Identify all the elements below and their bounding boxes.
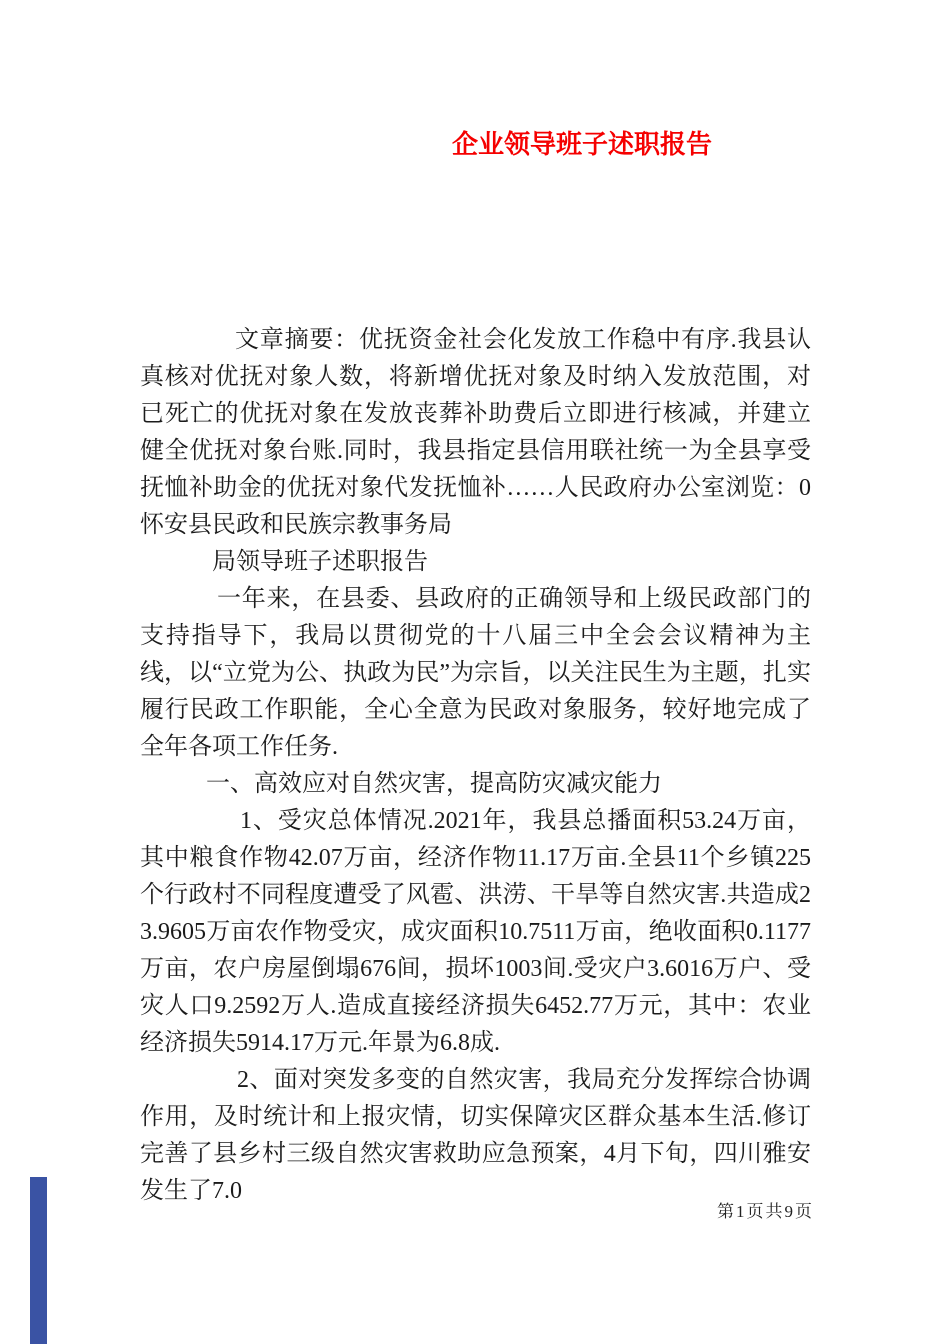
paragraph-disaster-overview: 1、受灾总体情况.2021年，我县总播面积53.24万亩，其中粮食作物42.07万亩，经济作物11.17万亩.全县11个乡镇225个行政村不同程度遭受了风雹、洪涝、干旱等自然灾害.共造成23.9605万亩农作物受灾，成灾面积10.7511万亩，绝收面积0.1177万亩，农户房屋倒塌676间，损坏1003间.受灾户3.6016万户、受灾人口9.2592万人.造成直接经济损失6452.77万元，其中：农业经济损失5914.17万元.年景为6.8成.: [140, 808, 811, 1056]
section-heading-1: 一、高效应对自然灾害，提高防灾减灾能力: [206, 771, 662, 797]
paragraph-intro: 一年来，在县委、县政府的正确领导和上级民政部门的支持指导下，我局以贯彻党的十八届三中全会会议精神为主线，以“立党为公、执政为民”为宗旨，以关注民生为主题，扎实履行民政工作职能，全心全意为民政对象服务，较好地完成了全年各项工作任务.: [140, 586, 811, 760]
paragraph-subtitle: 局领导班子述职报告: [212, 549, 428, 575]
page-edge-marker: [30, 1177, 47, 1344]
document-title: 企业领导班子述职报告: [452, 130, 713, 159]
paragraph-abstract: 文章摘要：优抚资金社会化发放工作稳中有序.我县认真核对优抚对象人数，将新增优抚对象及时纳入发放范围，对已死亡的优抚对象在发放丧葬补助费后立即进行核减，并建立健全优抚对象台账.同时，我县指定县信用联社统一为全县享受抚恤补助金的优抚对象代发抚恤补……人民政府办公室浏览：0怀安县民政和民族宗教事务局: [140, 327, 811, 538]
page-number-indicator: 第1页共9页: [717, 1202, 814, 1221]
paragraph-disaster-response: 2、面对突发多变的自然灾害，我局充分发挥综合协调作用，及时统计和上报灾情，切实保障灾区群众基本生活.修订完善了县乡村三级自然灾害救助应急预案，4月下旬，四川雅安发生了7.0: [140, 1067, 811, 1204]
document-body: [140, 322, 811, 1210]
